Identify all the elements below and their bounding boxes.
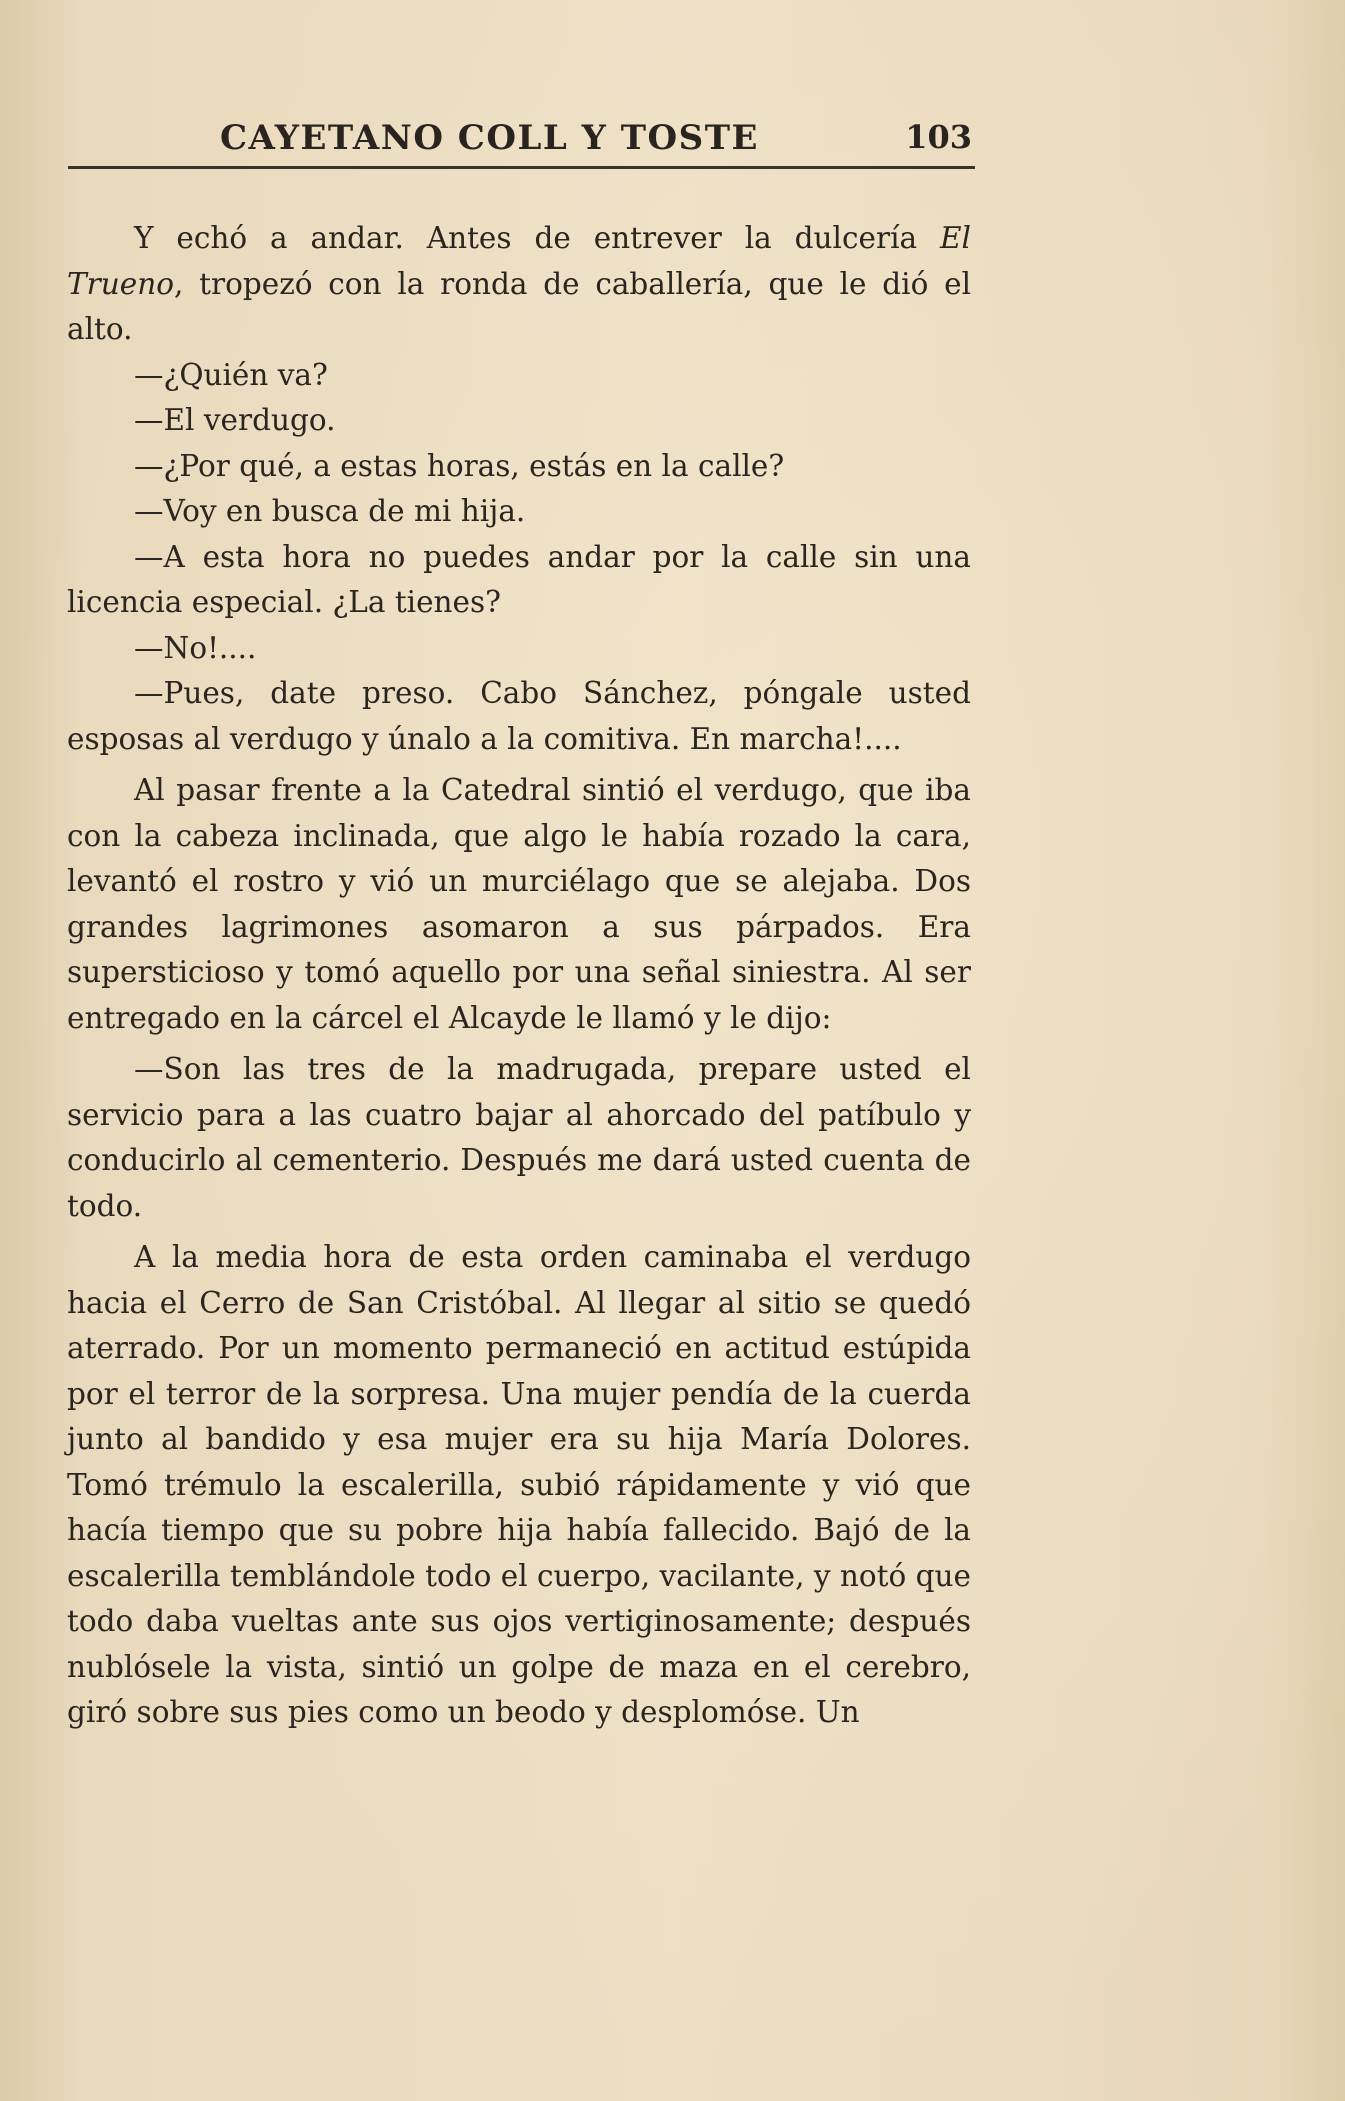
page-number: 103 — [905, 118, 972, 156]
dialogue-line: —El verdugo. — [134, 403, 336, 437]
page-header — [212, 118, 972, 168]
running-title: CAYETANO COLL Y TOSTE — [220, 118, 759, 158]
paragraph: Y echó a andar. Antes de entrever la dulcería El Trueno, tropezó con la ronda de caballería, que le dió el alto. — [67, 221, 971, 346]
dialogue-line: —Voy en busca de mi hija. — [134, 494, 526, 528]
dialogue-line: —No!.... — [134, 630, 257, 665]
paragraph: A la media hora de esta orden caminaba el verdugo hacia el Cerro de San Cristóbal. Al llegar al sitio se quedó aterrado. Por un momento permaneció en actitud estúpida por el terror de la sorpresa. Una mujer pendía de la cuerda junto al bandido y esa mujer era su hija María Dolores. Tomó trémulo la escalerilla, subió rápidamente y vió que hacía tiempo que su pobre hija había fallecido. Bajó de la escalerilla temblándole todo el cuerpo, vacilante, y notó que todo daba vueltas ante sus ojos vertiginosamente; después nublósele la vista, sintió un golpe de maza en el cerebro, giró sobre sus pies como un beodo y desplomóse. Un — [67, 1240, 971, 1729]
header-rule — [68, 166, 975, 169]
italic-title: El Trueno — [67, 221, 971, 301]
body-text — [67, 216, 971, 1736]
dialogue-line: —¿Por qué, a estas horas, estás en la calle? — [134, 448, 785, 483]
dialogue-line: —A esta hora no puedes andar por la calle sin una licencia especial. ¿La tienes? — [67, 539, 971, 619]
dialogue-line: —¿Quién va? — [134, 357, 328, 392]
dialogue-line: —Son las tres de la madrugada, prepare usted el servicio para a las cuatro bajar al ahorcado del patíbulo y conducirlo al cementerio. Después me dará usted cuenta de todo. — [67, 1052, 971, 1223]
paragraph: Al pasar frente a la Catedral sintió el verdugo, que iba con la cabeza inclinada, que algo le había rozado la cara, levantó el rostro y vió un murciélago que se alejaba. Dos grandes lagrimones asomaron a sus párpados. Era supersticioso y tomó aquello por una señal siniestra. Al ser entregado en la cárcel el Alcayde le llamó y le dijo: — [67, 773, 971, 1035]
dialogue-line: —Pues, date preso. Cabo Sánchez, póngale usted esposas al verdugo y únalo a la comitiva. En marcha!.... — [67, 676, 971, 756]
